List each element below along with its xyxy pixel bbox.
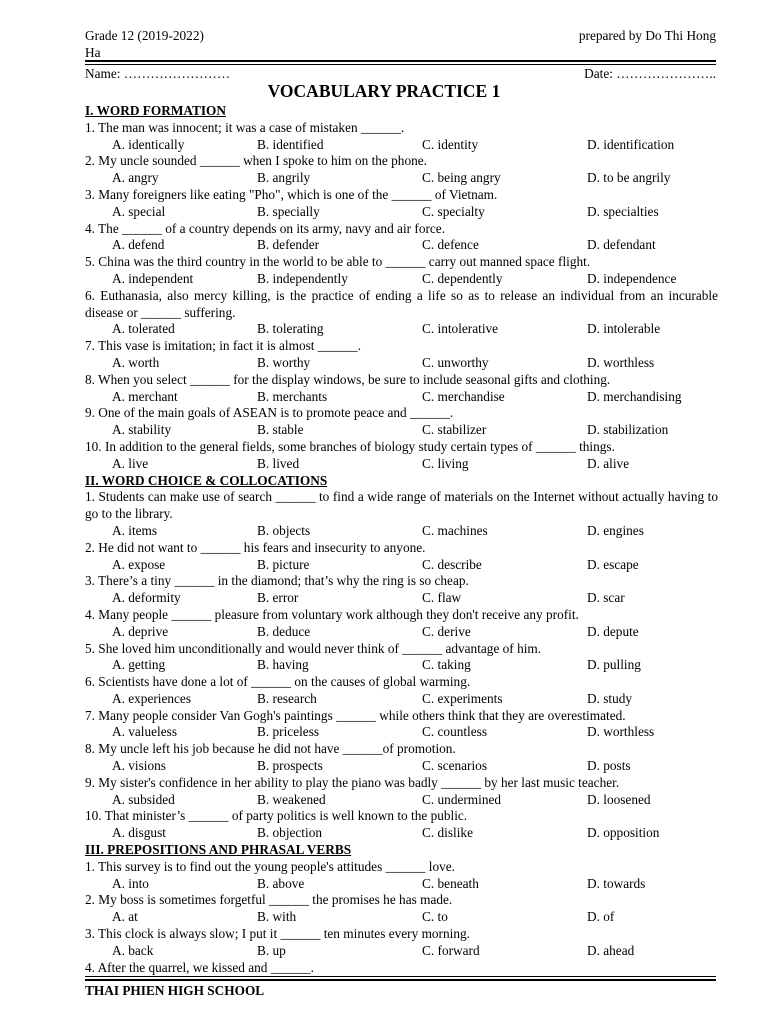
answer-option: A. independent [112,270,194,286]
answer-option: C. taking [422,657,471,673]
answer-option: B. above [257,875,305,891]
answer-option: A. deprive [112,623,169,639]
answer-option: B. prospects [257,758,323,774]
answer-option: D. study [587,690,633,706]
section-heading: III. PREPOSITIONS AND PHRASAL VERBS [85,842,352,858]
answer-option: D. depute [587,623,639,639]
question-text: 7. Many people consider Van Gogh's paintings ______ while others think that they are overestimated. [85,707,626,723]
answer-option: C. being angry [422,170,501,186]
answer-option: D. pulling [587,657,641,673]
answer-option: C. undermined [422,791,502,807]
answer-option: D. posts [587,758,631,774]
footer-rule-thin [85,976,716,977]
question-text: 6. Euthanasia, also mercy killing, is the practice of ending a life so as to release an individual from an incurable disease or ______ suffering. [85,287,718,320]
question-text: 5. She loved him unconditionally and would never think of ______ advantage of him. [85,640,542,656]
question-text: 1. Students can make use of search ______ to find a wide range of materials on the Internet without actually having to go to the library. [85,489,718,522]
date-field: Date: ………………….. [584,66,716,81]
answer-options [85,456,718,473]
answer-options [85,523,718,540]
section-heading: II. WORD CHOICE & COLLOCATIONS [85,472,328,488]
question-text: 4. After the quarrel, we kissed and ______. [85,959,314,975]
answer-option: A. merchant [112,388,178,404]
answer-option: A. special [112,203,166,219]
answer-options [85,792,718,809]
answer-option: A. defend [112,237,165,253]
answer-option: D. stabilization [587,422,669,438]
answer-option: B. having [257,657,309,673]
answer-options [85,557,718,574]
question-text: 4. The ______ of a country depends on its army, navy and air force. [85,220,446,236]
answer-option: D. escape [587,556,639,572]
answer-option: D. scar [587,590,625,606]
answer-options [85,624,718,641]
answer-options [85,137,718,154]
page-title: VOCABULARY PRACTICE 1 [267,81,501,101]
answer-option: B. identified [257,136,324,152]
question-text: 7. This vase is imitation; in fact it is almost ______. [85,338,362,354]
answer-option: B. angrily [257,170,311,186]
answer-option: D. ahead [587,942,635,958]
answer-options [85,355,718,372]
answer-options [85,590,718,607]
answer-option: A. expose [112,556,166,572]
answer-option: A. deformity [112,590,181,606]
answer-option: C. beneath [422,875,479,891]
answer-options [85,909,718,926]
answer-option: C. merchandise [422,388,505,404]
footer-rule-thick [85,979,716,981]
answer-option: B. research [257,690,317,706]
answer-option: C. experiments [422,690,503,706]
author-label: prepared by Do Thi Hong [578,28,716,43]
answer-option: B. stable [257,422,304,438]
answer-option: A. tolerated [112,321,175,337]
header-rule-thick [85,60,716,62]
answer-option: C. defence [422,237,479,253]
page-header [85,28,716,62]
answer-option: A. getting [112,657,166,673]
answer-option: C. to [422,909,448,925]
answer-options [85,758,718,775]
answer-option: C. unworthy [422,354,489,370]
answer-option: B. deduce [257,623,311,639]
header-rule-thin [85,64,716,65]
answer-options [85,237,718,254]
answer-option: B. defender [257,237,320,253]
answer-option: B. specially [257,203,320,219]
answer-option: D. specialties [587,203,659,219]
answer-option: C. dependently [422,270,503,286]
answer-option: A. identically [112,136,185,152]
answer-option: B. up [257,942,286,958]
answer-option: A. into [112,875,149,891]
question-text: 1. The man was innocent; it was a case of mistaken ______. [85,119,405,135]
answer-option: B. objection [257,825,322,841]
answer-option: A. live [112,455,149,471]
answer-option: D. defendant [587,237,656,253]
grade-text-line2: Ha [85,44,101,60]
answer-option: D. worthless [587,354,655,370]
question-text: 10. That minister’s ______ of party politics is well known to the public. [85,808,468,824]
answer-option: A. subsided [112,791,175,807]
answer-option: C. identity [422,136,479,152]
answer-option: D. engines [587,522,644,538]
answer-options [85,389,718,406]
answer-option: B. priceless [257,724,320,740]
answer-option: C. specialty [422,203,485,219]
answer-option: D. merchandising [587,388,682,404]
answer-options [85,204,718,221]
question-text: 1. This survey is to find out the young people's attitudes ______ love. [85,858,455,874]
answer-options [85,825,718,842]
answer-option: A. stability [112,422,172,438]
answer-option: D. of [587,909,615,925]
answer-option: A. worth [112,354,160,370]
answer-option: B. error [257,590,299,606]
answer-options [85,657,718,674]
question-text: 9. One of the main goals of ASEAN is to promote peace and ______. [85,405,454,421]
answer-option: D. towards [587,875,646,891]
answer-option: B. independently [257,270,348,286]
question-text: 8. My uncle left his job because he did not have ______of promotion. [85,741,456,757]
answer-option: A. at [112,909,138,925]
answer-option: B. tolerating [257,321,324,337]
answer-options [85,271,718,288]
answer-option: B. with [257,909,297,925]
question-text: 3. There’s a tiny ______ in the diamond; that’s why the ring is so cheap. [85,573,469,589]
answer-option: B. lived [257,455,300,471]
answer-options [85,943,718,960]
section-heading: I. WORD FORMATION [85,103,226,118]
answer-options [85,321,718,338]
answer-option: C. flaw [422,590,462,606]
answer-option: D. worthless [587,724,655,740]
answer-option: A. visions [112,758,166,774]
question-text: 2. My boss is sometimes forgetful ______ the promises he has made. [85,892,453,908]
answer-option: D. to be angrily [587,170,671,186]
question-text: 2. My uncle sounded ______ when I spoke to him on the phone. [85,153,427,169]
answer-option: D. independence [587,270,677,286]
answer-option: C. derive [422,623,471,639]
answer-option: B. merchants [257,388,328,404]
answer-option: A. angry [112,170,159,186]
question-text: 6. Scientists have done a lot of ______ on the causes of global warming. [85,674,471,690]
answer-option: B. objects [257,522,311,538]
question-text: 5. China was the third country in the world to be able to ______ carry out manned space flight. [85,254,591,270]
answer-option: C. machines [422,522,488,538]
answer-option: A. items [112,522,158,538]
answer-options [85,876,718,893]
answer-option: D. intolerable [587,321,661,337]
answer-option: C. scenarios [422,758,487,774]
answer-option: C. stabilizer [422,422,487,438]
answer-option: B. worthy [257,354,311,370]
answer-option: A. disgust [112,825,166,841]
school-name: THAI PHIEN HIGH SCHOOL [85,983,265,998]
answer-options [85,170,718,187]
grade-text: Grade 12 (2019-2022) [85,28,204,43]
answer-option: A. valueless [112,724,177,740]
answer-options [85,422,718,439]
answer-option: A. back [112,942,154,958]
question-text: 9. My sister's confidence in her ability to play the piano was badly ______ by her last music teacher. [85,774,620,790]
answer-options [85,724,718,741]
answer-option: C. forward [422,942,480,958]
answer-option: C. living [422,455,469,471]
answer-options [85,691,718,708]
answer-option: D. loosened [587,791,651,807]
answer-option: D. opposition [587,825,660,841]
answer-option: C. intolerative [422,321,499,337]
answer-option: A. experiences [112,690,192,706]
grade-label [85,28,285,62]
answer-option: D. alive [587,455,630,471]
question-text: 2. He did not want to ______ his fears and insecurity to anyone. [85,539,426,555]
question-text: 3. This clock is always slow; I put it ______ ten minutes every morning. [85,926,470,942]
answer-option: C. countless [422,724,488,740]
name-field: Name: …………………… [85,66,231,81]
answer-option: B. picture [257,556,310,572]
answer-option: C. dislike [422,825,473,841]
question-text: 4. Many people ______ pleasure from voluntary work although they don't receive any profit. [85,606,579,622]
question-text: 3. Many foreigners like eating "Pho", which is one of the ______ of Vietnam. [85,186,498,202]
exercise-content [85,103,718,976]
answer-option: D. identification [587,136,675,152]
question-text: 8. When you select ______ for the display windows, be sure to include seasonal gifts and clothing. [85,371,611,387]
question-text: 10. In addition to the general fields, some branches of biology study certain types of ______ things. [85,438,615,454]
answer-option: B. weakened [257,791,326,807]
answer-option: C. describe [422,556,482,572]
